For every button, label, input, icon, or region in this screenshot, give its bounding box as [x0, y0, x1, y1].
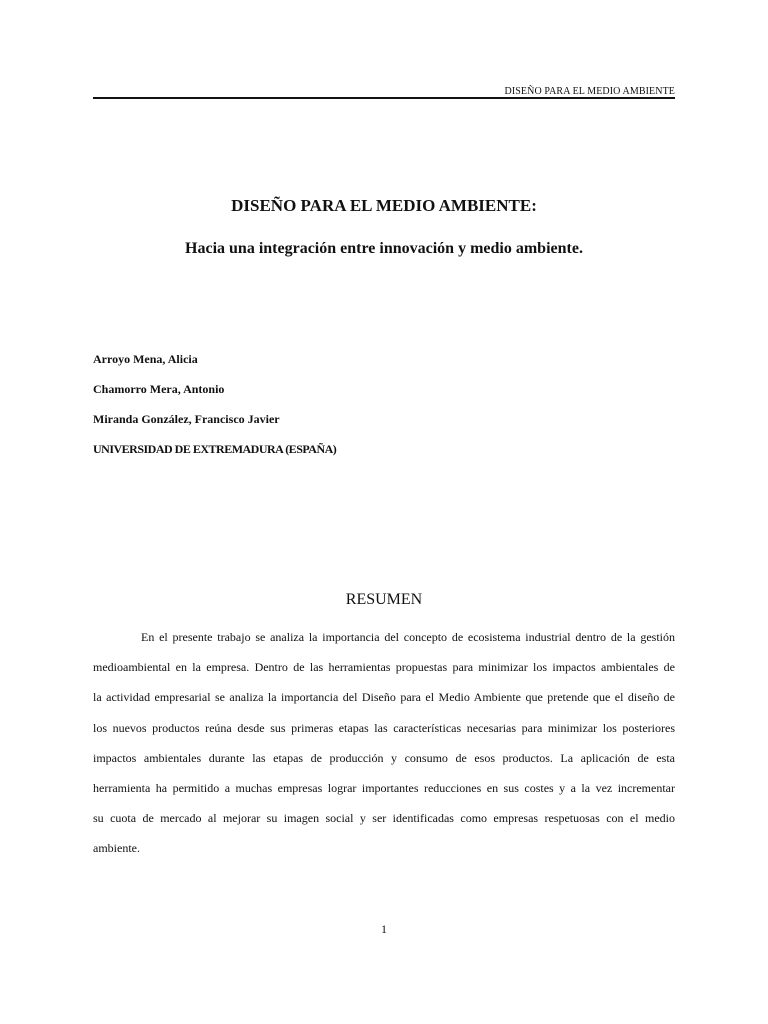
paper-title: DISEÑO PARA EL MEDIO AMBIENTE:	[231, 196, 537, 215]
abstract-line: los nuevos productos reúna desde sus primeras etapas las características necesarias para minimizar los posteriores	[93, 720, 675, 735]
paper-subtitle: Hacia una integración entre innovación y medio ambiente.	[185, 240, 583, 257]
running-header: DISEÑO PARA EL MEDIO AMBIENTE	[504, 86, 675, 97]
abstract-line: la actividad empresarial se analiza la importancia del Diseño para el Medio Ambiente que pretende que el diseño de	[93, 690, 675, 705]
page-number: 1	[381, 922, 387, 936]
header-rule	[93, 97, 675, 99]
author-affiliation: UNIVERSIDAD DE EXTREMADURA (ESPAÑA)	[93, 442, 337, 456]
abstract-line: medioambiental en la empresa. Dentro de las herramientas propuestas para minimizar los impactos ambientales de	[93, 660, 675, 675]
abstract-body	[93, 622, 675, 864]
author-name: Miranda González, Francisco Javier	[93, 412, 280, 426]
abstract-heading: RESUMEN	[345, 591, 423, 608]
abstract-line: herramienta ha permitido a muchas empresas lograr importantes reducciones en sus costes y a la vez incrementar	[93, 780, 675, 795]
abstract-line: En el presente trabajo se analiza la importancia del concepto de ecosistema industrial dentro de la gestión	[141, 630, 675, 644]
abstract-line: ambiente.	[93, 841, 140, 856]
author-name: Arroyo Mena, Alicia	[93, 352, 198, 366]
abstract-line: impactos ambientales durante las etapas de producción y consumo de esos productos. La aplicación de esta	[93, 750, 675, 765]
abstract-line: su cuota de mercado al mejorar su imagen social y ser identificadas como empresas respetuosas con el medio	[93, 811, 675, 826]
author-name: Chamorro Mera, Antonio	[93, 382, 225, 396]
